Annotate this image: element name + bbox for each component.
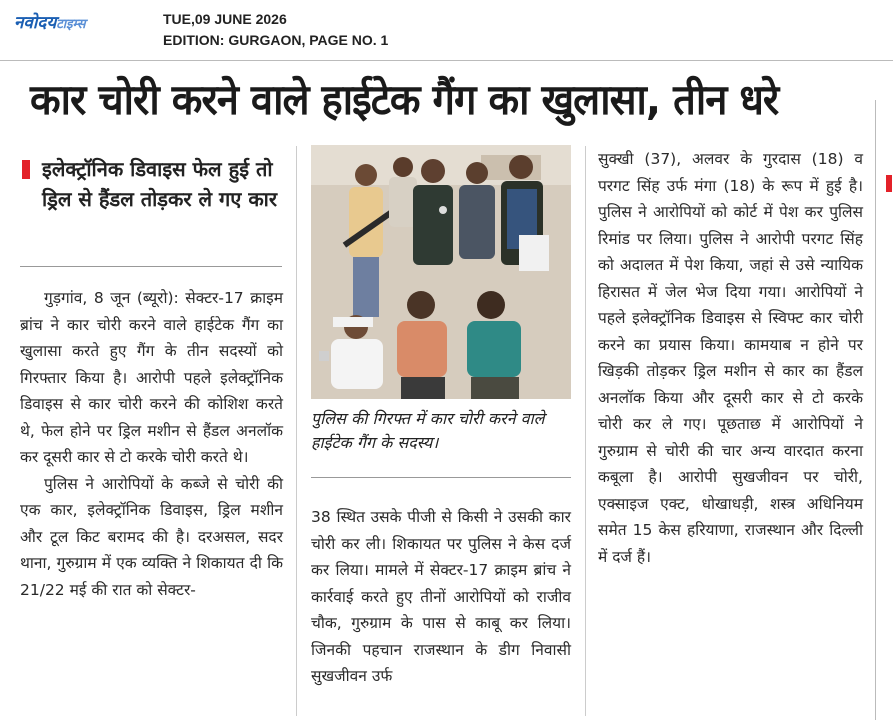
- subheadline-text: इलेक्ट्रॉनिक डिवाइस फेल हुई तो ड्रिल से हैंडल तोड़कर ले गए कार: [42, 157, 278, 211]
- column-1-paragraph-1: गुड़गांव, 8 जून (ब्यूरो): सेक्टर-17 क्राइम ब्रांच ने कार चोरी करने वाले हाईटेक गैंग का खुलासा करते हुए गैंग के तीन सदस्यों को गिरफ्तार किया है। आरोपी पहले इलेक्ट्रॉनिक डिवाइस से कार चोरी करने की कोशिश करते थे, फेल होने पर ड्रिल मशीन से हैंडल अनलॉक कर दूसरी कार से टो करके चोरी करते थे।: [20, 289, 283, 466]
- logo-main: नवोदय: [14, 13, 57, 33]
- masthead-divider: [0, 60, 893, 61]
- edition-info: [163, 9, 388, 51]
- column-2-paragraph: 38 स्थित उसके पीजी से किसी ने उसकी कार चोरी कर ली। शिकायत पर पुलिस ने केस दर्ज कर लिया। मामले में सेक्टर-17 क्राइम ब्रांच ने कार्रवाई करते हुए तीनों आरोपियों को राजीव चौक, गुरुग्राम के पास से काबू कर लिया। जिनकी पहचान राजस्थान के डीग निवासी सुखजीवन उर्फ: [311, 508, 571, 685]
- article-column-3: [598, 146, 863, 570]
- adjacent-marker: [886, 175, 892, 192]
- column-divider-2: [585, 146, 586, 716]
- article-column-2: [311, 504, 571, 690]
- edition-line: EDITION: GURGAON, PAGE NO. 1: [163, 32, 389, 48]
- article-column-1: [20, 285, 283, 603]
- column-3-paragraph: सुक्खी (37), अलवर के गुरदास (18) व परगट सिंह उर्फ मंगा (18) के रूप में हुई है। पुलिस ने आरोपियों को कोर्ट में पेश कर पुलिस रिमांड पर लिया। पुलिस ने आरोपी परगट सिंह को अदालत में पेश किया, जहां से उसे न्यायिक हिरासत में जेल भेज दिया गया। आरोपियों ने पहले इलेक्ट्रॉनिक डिवाइस से स्विफ्ट कार चोरी करने का प्रयास किया। कामयाब न होने पर खिड़की तोड़कर ड्रिल मशीन से कार का हैंडल अनलॉक किया और दूसरी कार से टो करके चोरी कर ले गए। पूछताछ में आरोपियों ने गुरुग्राम से चोरी की चार अन्य वारदात करना कबूला है। आरोपी सुखजीवन पर चोरी, एक्साइज एक्ट, धोखाधड़ी, शस्त्र अधिनियम समेत 15 केस हरियाणा, राजस्थान और दिल्ली में दर्ज हैं।: [598, 150, 863, 566]
- article-photo[interactable]: [311, 145, 571, 399]
- edition-date: TUE,09 JUNE 2026: [163, 11, 287, 27]
- column-1-paragraph-2: पुलिस ने आरोपियों के कब्जे से चोरी की एक कार, इलेक्ट्रॉनिक डिवाइस, ड्रिल मशीन और टूल किट बरामद की है। दरअसल, सदर थाना, गुरुग्राम में एक व्यक्ति ने शिकायत दी कि 21/22 मई की रात को सेक्टर-: [20, 474, 283, 599]
- logo-sub: टाइम्स: [56, 17, 86, 32]
- group-photo-illustration: [311, 145, 571, 399]
- adjacent-article-edge: [875, 100, 893, 720]
- article-headline: कार चोरी करने वाले हाईटेक गैंग का खुलासा, तीन धरे: [30, 75, 779, 124]
- column-divider-1: [296, 146, 297, 716]
- masthead: [0, 0, 893, 60]
- photo-caption: पुलिस की गिरफ्त में कार चोरी करने वाले हाईटेक गैंग के सदस्य।: [311, 409, 545, 452]
- caption-divider: [311, 477, 571, 478]
- article-subheadline: [20, 154, 285, 214]
- subheadline-divider: [20, 266, 282, 267]
- newspaper-logo[interactable]: [14, 10, 86, 33]
